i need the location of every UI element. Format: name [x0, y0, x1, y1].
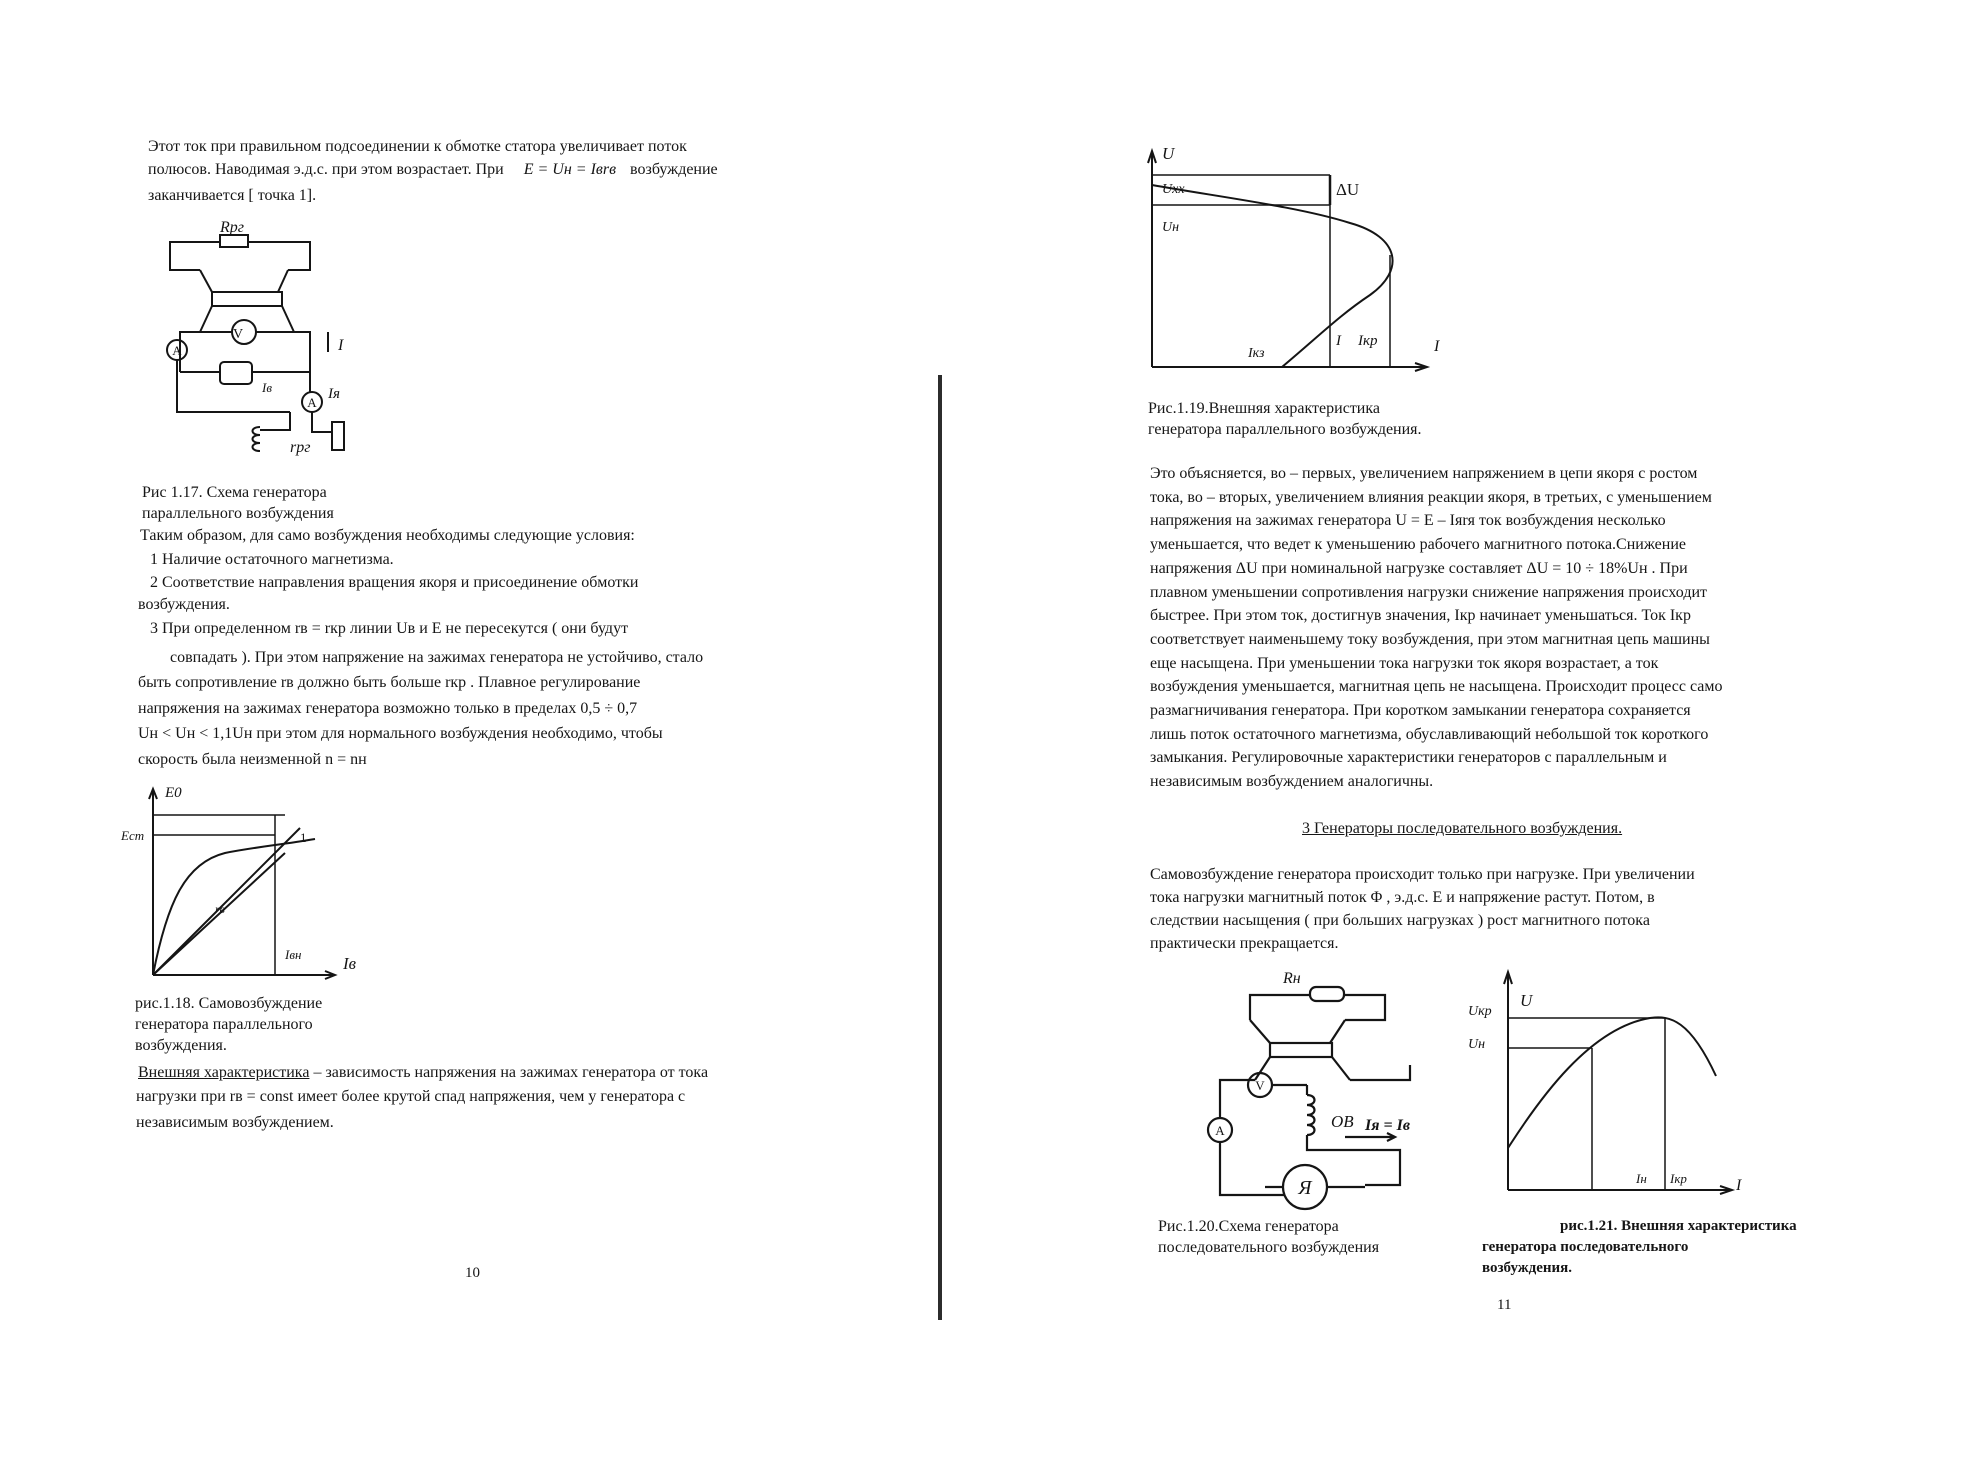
label-resistor: rрг: [290, 439, 311, 456]
fig-1-21-caption: рис.1.21. Внешняя характеристика генератора последовательного возбуждения.: [1482, 1218, 1797, 1276]
label-y-axis: E0: [165, 785, 182, 801]
external-curve: [1152, 185, 1393, 367]
page-number-left: 10: [465, 1265, 480, 1281]
fig-1-17-caption: Рис 1.17. Схема генератора параллельного возбуждения: [142, 484, 334, 522]
label-line: rв: [215, 902, 225, 916]
field-coil-symbol: [253, 427, 261, 451]
explain-line-12: лишь поток остаточного магнетизма, обуславливающий небольшой ток короткого: [1150, 725, 1709, 743]
label-un: Uн: [1468, 1037, 1486, 1052]
label-in: Iн: [1636, 1171, 1647, 1186]
series-line-4: практически прекращается.: [1150, 935, 1339, 952]
r-line-steep: [153, 828, 300, 975]
label-eq: Iя = Iв: [1365, 1117, 1410, 1134]
condition-2-cont: возбуждения.: [138, 596, 230, 613]
explain-line-6: плавном уменьшении сопротивления нагрузки снижение напряжения происходит: [1150, 583, 1708, 601]
label-current: I: [338, 337, 344, 354]
condition-3: 3 При определенном rв = rкр линии Uв и E не пересекутся ( они будут: [150, 620, 629, 637]
external-char-line-3: независимым возбуждением.: [136, 1114, 334, 1131]
intro-line-2: полюсов. Наводимая э.д.с. при этом возрастает. При E = Uн = Iвrв возбуждение: [148, 161, 718, 178]
book-binding-shadow: [938, 375, 942, 1320]
explain-line-13: замыкания. Регулировочные характеристики генераторов с параллельным и: [1150, 749, 1667, 767]
label-ukr: Uкр: [1468, 1004, 1492, 1019]
explain-line-7: быстрее. При этом ток, достигнув значения, Iкр начинает уменьшаться. Ток Iкр: [1150, 607, 1691, 625]
fig-1-18-caption: рис.1.18. Самовозбуждение генератора параллельного возбуждения.: [135, 995, 323, 1054]
label-x-axis: I: [1434, 338, 1440, 355]
section-title: 3 Генераторы последовательного возбуждения.: [1302, 820, 1623, 837]
fig-1-18-graph: [115, 783, 365, 973]
condition-1: 1 Наличие остаточного магнетизма.: [150, 551, 394, 568]
intro-line-3: заканчивается [ точка 1].: [148, 187, 317, 204]
label-rheostat: Rрг: [220, 219, 245, 236]
label-amp: A: [1215, 1123, 1225, 1138]
external-curve: [1508, 1017, 1716, 1148]
label-winding: ОВ: [1331, 1112, 1354, 1131]
label-delta: ΔU: [1336, 180, 1360, 199]
series-line-2: тока нагрузки магнитный поток Φ , э.д.с. E и напряжение растут. Потом, в: [1150, 889, 1655, 906]
page-number-right: 11: [1497, 1297, 1512, 1313]
external-term: Внешняя характеристика: [138, 1064, 310, 1081]
fig-1-17-circuit: [160, 219, 420, 456]
label-rheostat: Rн: [1283, 970, 1301, 987]
fig-1-21-graph: [1460, 968, 1742, 1194]
fig-1-20-circuit: [1195, 965, 1435, 1205]
explain-line-9: еще насыщена. При уменьшении тока нагрузки ток якоря возрастает, а ток: [1150, 654, 1659, 672]
label-amp-2: A: [307, 395, 317, 410]
intro-formula: E = Uн = Iвrв: [523, 161, 617, 178]
label-y-level: Eсm: [121, 828, 145, 843]
label-volt: V: [232, 327, 244, 342]
explain-line-11: размагничивания генератора. При коротком замыкании генератора сохраняется: [1150, 702, 1691, 720]
label-x-level: Iвн: [285, 947, 302, 962]
external-char-line-2: нагрузки при rв = const имеет более крутой спад напряжения, чем у генератора с: [136, 1088, 686, 1105]
label-ikr: Iкр: [1358, 333, 1378, 349]
label-y-axis: U: [1520, 991, 1533, 1010]
label-x-axis: Iв: [343, 954, 357, 973]
explanation-paragraph: [1150, 462, 1723, 794]
series-paragraph: [1150, 863, 1695, 955]
condition-3-cont-1: совпадать ). При этом напряжение на зажимах генератора не устойчиво, стало: [170, 649, 704, 666]
condition-3-cont-3: напряжения на зажимах генератора возможно только в пределах 0,5 ÷ 0,7: [138, 700, 638, 717]
label-ikz: Iкз: [1248, 346, 1265, 361]
label-ikr: Iкр: [1670, 1171, 1687, 1186]
label-ind: Iв: [262, 380, 272, 395]
armature-symbol: [220, 362, 252, 384]
label-armature-current: Iя: [328, 386, 340, 402]
explain-line-5: напряжения ΔU при номинальной нагрузке составляет ΔU = 10 ÷ 18%Uн . При: [1150, 559, 1688, 577]
condition-3-cont-5: скорость была неизменной n = nн: [138, 751, 367, 768]
field-rheostat-symbol: [332, 422, 344, 450]
condition-3-cont-4: Uн < Uн < 1,1Uн при этом для нормального возбуждения необходимо, чтобы: [138, 725, 663, 742]
label-x-axis: I: [1736, 1177, 1742, 1194]
label-i: I: [1336, 333, 1341, 349]
label-amp: A: [172, 343, 182, 358]
explain-line-8: соответствует наименьшему току возбуждения, при этом магнитная цепь машины: [1150, 630, 1710, 648]
label-armature: Я: [1298, 1177, 1312, 1199]
intro-line-1: Этот ток при правильном подсоединении к обмотке статора увеличивает поток: [148, 138, 687, 155]
series-winding-symbol: [1307, 1095, 1315, 1135]
explain-line-1: Это объясняется, во – первых, увеличением напряжением в цепи якоря с ростом: [1150, 465, 1698, 482]
explain-line-10: возбуждения уменьшается, магнитная цепь не насыщена. Происходит процесс само: [1150, 678, 1723, 696]
rheostat-symbol: [1310, 987, 1344, 1001]
fig-1-19-graph: [1140, 145, 1440, 365]
series-line-3: следствии насыщения ( при больших нагрузках ) рост магнитного потока: [1150, 912, 1650, 929]
fig-1-20-caption: Рис.1.20.Схема генератора последовательного возбуждения: [1158, 1218, 1380, 1256]
conditions-intro: Таким образом, для само возбуждения необходимы следующие условия:: [140, 527, 635, 544]
explain-line-2: тока, во – вторых, увеличением влияния реакции якоря, в третьих, с уменьшением: [1150, 488, 1712, 506]
series-line-1: Самовозбуждение генератора происходит только при нагрузке. При увеличении: [1150, 866, 1695, 883]
explain-line-4: уменьшается, что ведет к уменьшению рабочего магнитного потока.Снижение: [1150, 536, 1687, 554]
label-un: Uн: [1162, 220, 1180, 235]
rheostat-symbol: [220, 235, 248, 247]
fig-1-19-caption: Рис.1.19.Внешняя характеристика генератора параллельного возбуждения.: [1148, 400, 1422, 438]
label-y-axis: U: [1162, 144, 1175, 163]
external-char-line-1: Внешняя характеристика – зависимость напряжения на зажимах генератора от тока: [138, 1064, 709, 1081]
explain-line-14: независимым возбуждением аналогичны.: [1150, 773, 1434, 791]
label-u0: Uхх: [1162, 182, 1185, 197]
label-volt: V: [1255, 1078, 1265, 1093]
condition-3-cont-2: быть сопротивление rв должно быть больше rкр . Плавное регулирование: [138, 674, 641, 691]
label-point: 1: [300, 830, 307, 845]
condition-2: 2 Соответствие направления вращения якоря и присоединение обмотки: [150, 574, 639, 591]
explain-line-3: напряжения на зажимах генератора U = E – Iяrя ток возбуждения несколько: [1150, 512, 1666, 530]
